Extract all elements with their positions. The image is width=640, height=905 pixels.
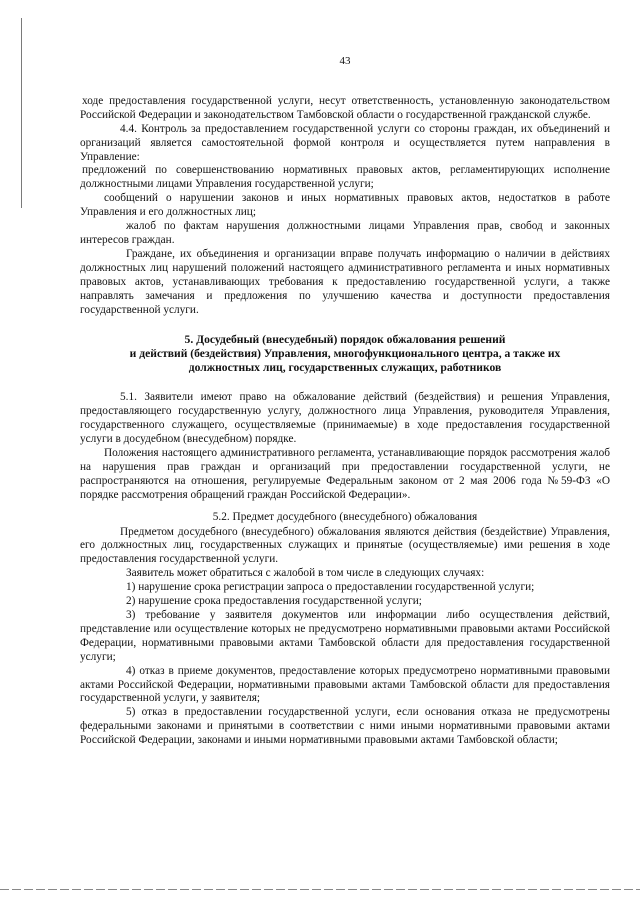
paragraph-citizens-rights: Граждане, их объединения и организации вправе получать информацию о наличии в действиях должностных лиц нарушений положений настоящего административного регламента и иных нормативных правовых актов, устанавливающих требования к предоставлению государственной услуги, а также направлять замечания и предложения по улучшению качества и доступности предоставления государственной услуги.	[80, 247, 610, 316]
paragraph-responsibility: ходе предоставления государственной услуги, несут ответственность, установленную законодательством Российской Федерации и законодательством Тамбовской области о государственной гражданской службе.	[80, 94, 610, 121]
list-item-4: 4) отказ в приеме документов, предоставление которых предусмотрено нормативными правовыми актами Российской Федерации, нормативными правовыми актами Тамбовской области для предоставления государственной услуги, у заявителя;	[80, 664, 610, 705]
list-item-3: 3) требование у заявителя документов или информации либо осуществления действий, представление или осуществление которых не предусмотрено нормативными правовыми актами Российской Федерации, нормативными правовыми актами Тамбовской области для предоставления государственной услуги;	[80, 609, 610, 663]
page-number: 43	[339, 55, 351, 67]
list-item-5: 5) отказ в предоставлении государственной услуги, если основания отказа не предусмотрены федеральными законами и принятыми в соответствии с ними иными нормативными правовыми актами Российской Федерации, законами и иными нормативными правовыми актами Тамбовской области;	[80, 706, 610, 747]
paragraph-subject-of-appeal: Предметом досудебного (внесудебного) обжалования являются действия (бездействие) Управления, его должностных лиц, государственных служащих и принятые (осуществляемые) ими решения в ходе предоставления государственной услуги.	[80, 525, 610, 566]
paragraph-cases-intro: Заявитель может обратиться с жалобой в том числе в следующих случаях:	[126, 567, 485, 580]
paragraph-5-1: 5.1. Заявители имеют право на обжалование действий (бездействия) и решения Управления, предоставляющего государственную услугу, должностного лица Управления, руководителя Управления, государственного служащего, осуществляемые (принимаемые) в ходе предоставления государственной услуги в досудебном (внесудебном) порядке.	[80, 391, 610, 446]
paragraph-4-4-control: 4.4. Контроль за предоставлением государственной услуги со стороны граждан, их объединений и организаций является самостоятельной формой контроля и осуществляется путем направления в Управление:	[80, 122, 610, 163]
list-item-1: 1) нарушение срока регистрации запроса о предоставлении государственной услуги;	[126, 581, 535, 594]
document-page	[80, 55, 610, 748]
paragraph-complaints: жалоб по фактам нарушения должностными лицами Управления прав, свобод и законных интересов граждан.	[80, 220, 610, 246]
subsection-5-2-title: 5.2. Предмет досудебного (внесудебного) обжалования	[212, 510, 478, 523]
bottom-dashed-rule	[0, 889, 640, 890]
paragraph-reports: сообщений о нарушении законов и иных нормативных правовых актов, недостатков в работе Управления и его должностных лиц;	[80, 192, 610, 219]
section-5-title	[80, 333, 610, 375]
section-title-line-3: должностных лиц, государственных служащих, работников	[188, 361, 502, 375]
list-item-2: 2) нарушение срока предоставления государственной услуги;	[126, 595, 422, 608]
paragraph-regulation-provisions: Положения настоящего административного регламента, устанавливающие порядок рассмотрения жалоб на нарушения прав граждан и организаций при предоставлении государственной услуги, не распространяются на отношения, регулируемые Федеральным законом от 2 мая 2006 года №59-ФЗ «О порядке рассмотрения обращений граждан Российской Федерации».	[80, 447, 610, 501]
section-title-line-1: 5. Досудебный (внесудебный) порядок обжалования решений	[184, 333, 506, 347]
paragraph-proposals: предложений по совершенствованию нормативных правовых актов, регламентирующих исполнение должностными лицами Управления государственной услуги;	[80, 164, 610, 191]
section-title-line-2: и действий (бездействия) Управления, многофункционального центра, а также их	[129, 347, 561, 361]
scan-edge-line	[21, 18, 22, 208]
